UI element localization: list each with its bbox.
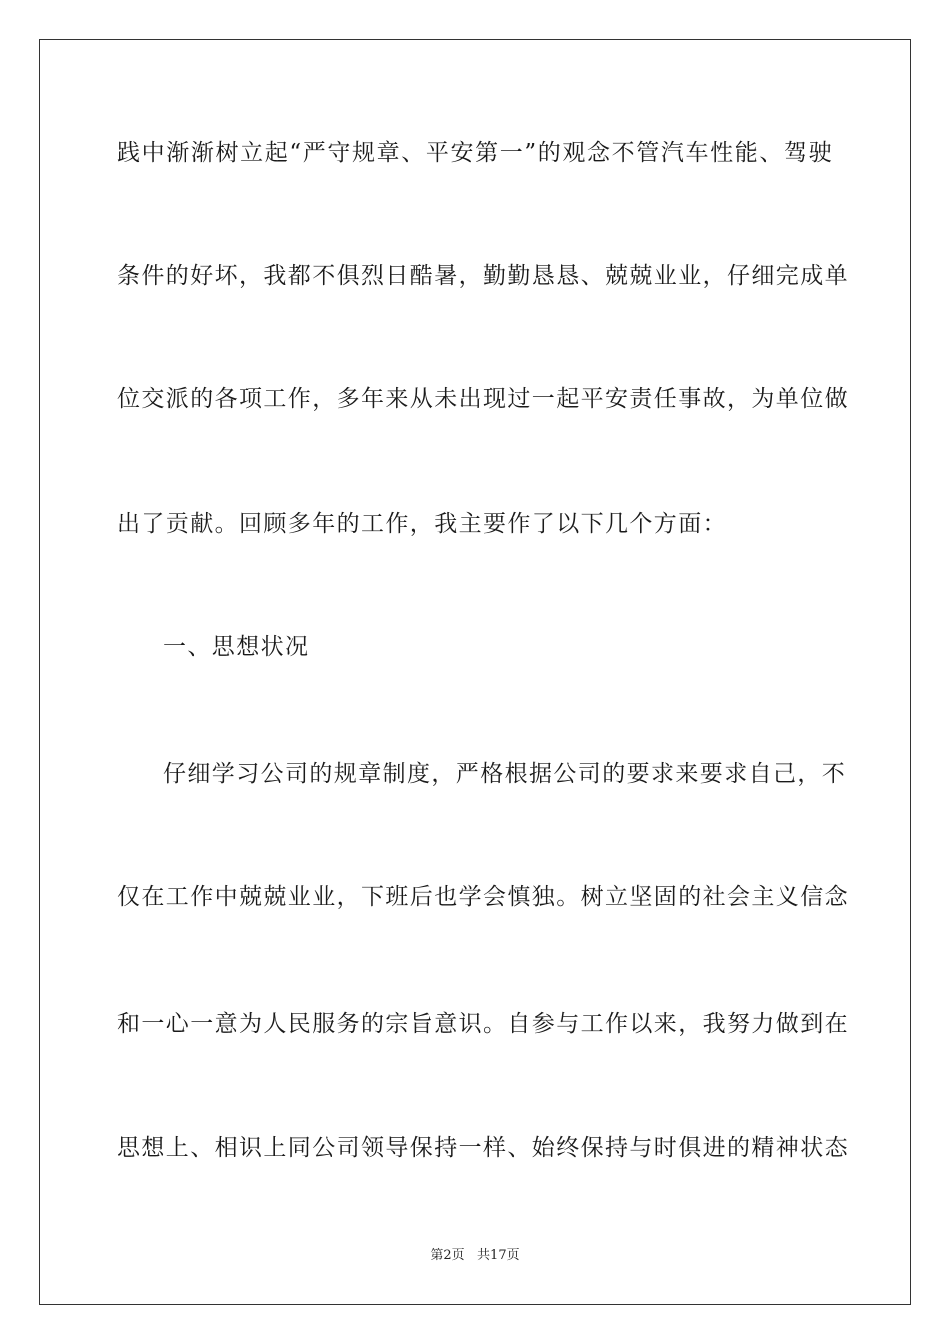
page-number-footer: 第2页 共17页 [430,1248,520,1263]
paragraph-line: 位交派的各项工作，多年来从未出现过一起平安责任事故，为单位做 [117,386,849,412]
paragraph-line: 思想上、相识上同公司领导保持一样、始终保持与时俱进的精神状态 [117,1135,849,1161]
paragraph-line: 仅在工作中兢兢业业，下班后也学会慎独。树立坚固的社会主义信念 [117,884,849,910]
paragraph-line: 条件的好坏，我都不俱烈日酷暑，勤勤恳恳、兢兢业业，仔细完成单 [117,263,849,289]
section-heading: 一、思想状况 [163,634,310,660]
paragraph-line: 出了贡献。回顾多年的工作，我主要作了以下几个方面： [117,511,727,537]
page-border [39,39,911,1305]
paragraph-line: 和一心一意为人民服务的宗旨意识。自参与工作以来，我努力做到在 [117,1011,849,1037]
paragraph-line: 践中渐渐树立起“严守规章、平安第一”的观念不管汽车性能、驾驶 [117,140,833,166]
paragraph-line: 仔细学习公司的规章制度，严格根据公司的要求来要求自己，不 [163,761,847,787]
